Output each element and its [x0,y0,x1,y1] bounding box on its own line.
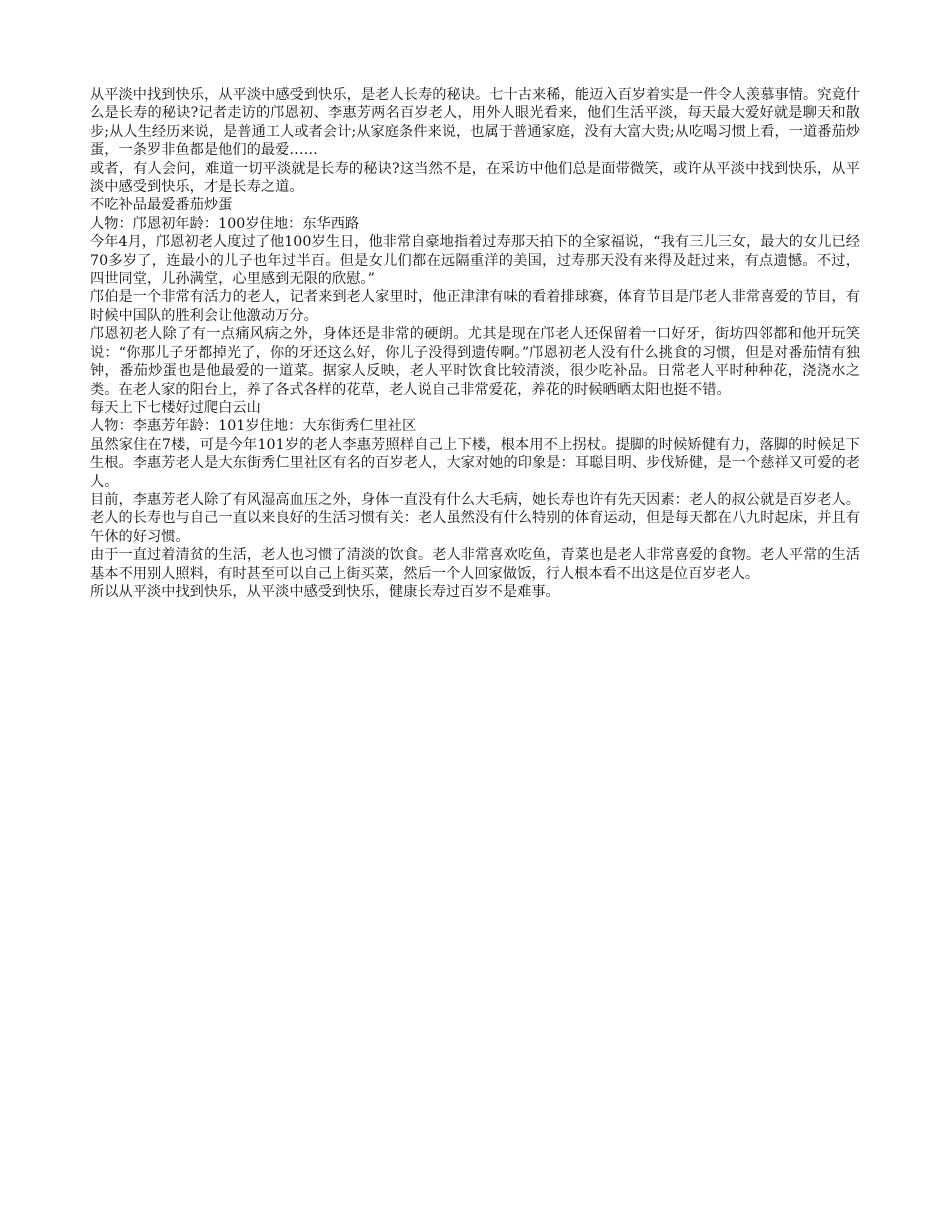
body-paragraph: 由于一直过着清贫的生活，老人也习惯了清淡的饮食。老人非常喜欢吃鱼，青菜也是老人非常喜爱的食物。老人平常的生活基本不用别人照料，有时甚至可以自己上街买菜，然后一个人回家做饭，行人根本看不出这是位百岁老人。 [90,547,860,582]
section-heading-1: 不吃补品最爱番茄炒蛋 [90,197,233,214]
body-paragraph: 邝恩初老人除了有一点痛风病之外，身体还是非常的硬朗。尤其是现在邝老人还保留着一口好牙，街坊四邻都和他开玩笑说：“你那儿子牙都掉光了，你的牙还这么好，你儿子没得到遗传啊。”邝恩初老人没有什么挑食的习惯，但是对番茄情有独钟，番茄炒蛋也是他最爱的一道菜。据家人反映，老人平时饮食比较清淡，很少吃补品。日常老人平时种种花，浇浇水之类。在老人家的阳台上，养了各式各样的花草，老人说自己非常爱花，养花的时候晒晒太阳也挺不错。 [90,326,860,398]
body-paragraph: 目前，李惠芳老人除了有风湿高血压之外，身体一直没有什么大毛病，她长寿也许有先天因素：老人的叔公就是百岁老人。老人的长寿也与自己一直以来良好的生活习惯有关：老人虽然没有什么特别的体育运动，但是每天都在八九时起床，并且有午休的好习惯。 [90,491,860,545]
body-paragraph: 今年4月，邝恩初老人度过了他100岁生日，他非常自豪地指着过寿那天拍下的全家福说，“我有三儿三女，最大的女儿已经70多岁了，连最小的儿子也年过半百。但是女儿们都在远隔重洋的美国，过寿那天没有来得及赶过来，有点遗憾。不过，四世同堂，儿孙满堂，心里感到无限的欣慰。” [90,234,860,288]
profile-line-1: 人物：邝恩初年龄：100岁住地：东华西路 [90,215,360,232]
section-heading-2: 每天上下七楼好过爬白云山 [90,399,261,416]
body-paragraph: 虽然家住在7楼，可是今年101岁的老人李惠芳照样自己上下楼，根本用不上拐杖。提脚的时候矫健有力，落脚的时候足下生根。李惠芳老人是大东街秀仁里社区有名的百岁老人，大家对她的印象是：耳聪目明、步伐矫健，是一个慈祥又可爱的老人。 [90,436,860,490]
profile-line-2: 人物：李惠芳年龄：101岁住地：大东街秀仁里社区 [90,418,417,435]
intro-paragraph-2: 或者，有人会问，难道一切平淡就是长寿的秘诀?这当然不是，在采访中他们总是面带微笑，或许从平淡中找到快乐，从平淡中感受到快乐，才是长寿之道。 [90,160,860,196]
intro-paragraph: 从平淡中找到快乐，从平淡中感受到快乐，是老人长寿的秘诀。七十古来稀，能迈入百岁着实是一件令人羡慕事情。究竟什么是长寿的秘诀?记者走访的邝恩初、李惠芳两名百岁老人，用外人眼光看来，他们生活平淡，每天最大爱好就是聊天和散步;从人生经历来说，是普通工人或者会计;从家庭条件来说，也属于普通家庭，没有大富大贵;从吃喝习惯上看，一道番茄炒蛋，一条罗非鱼都是他们的最爱…… [90,87,860,159]
document-body [90,86,860,601]
closing-paragraph: 所以从平淡中找到快乐，从平淡中感受到快乐，健康长寿过百岁不是难事。 [90,583,560,600]
body-paragraph: 邝伯是一个非常有活力的老人，记者来到老人家里时，他正津津有味的看着排球赛，体育节目是邝老人非常喜爱的节目，有时候中国队的胜利会让他激动万分。 [90,289,860,324]
